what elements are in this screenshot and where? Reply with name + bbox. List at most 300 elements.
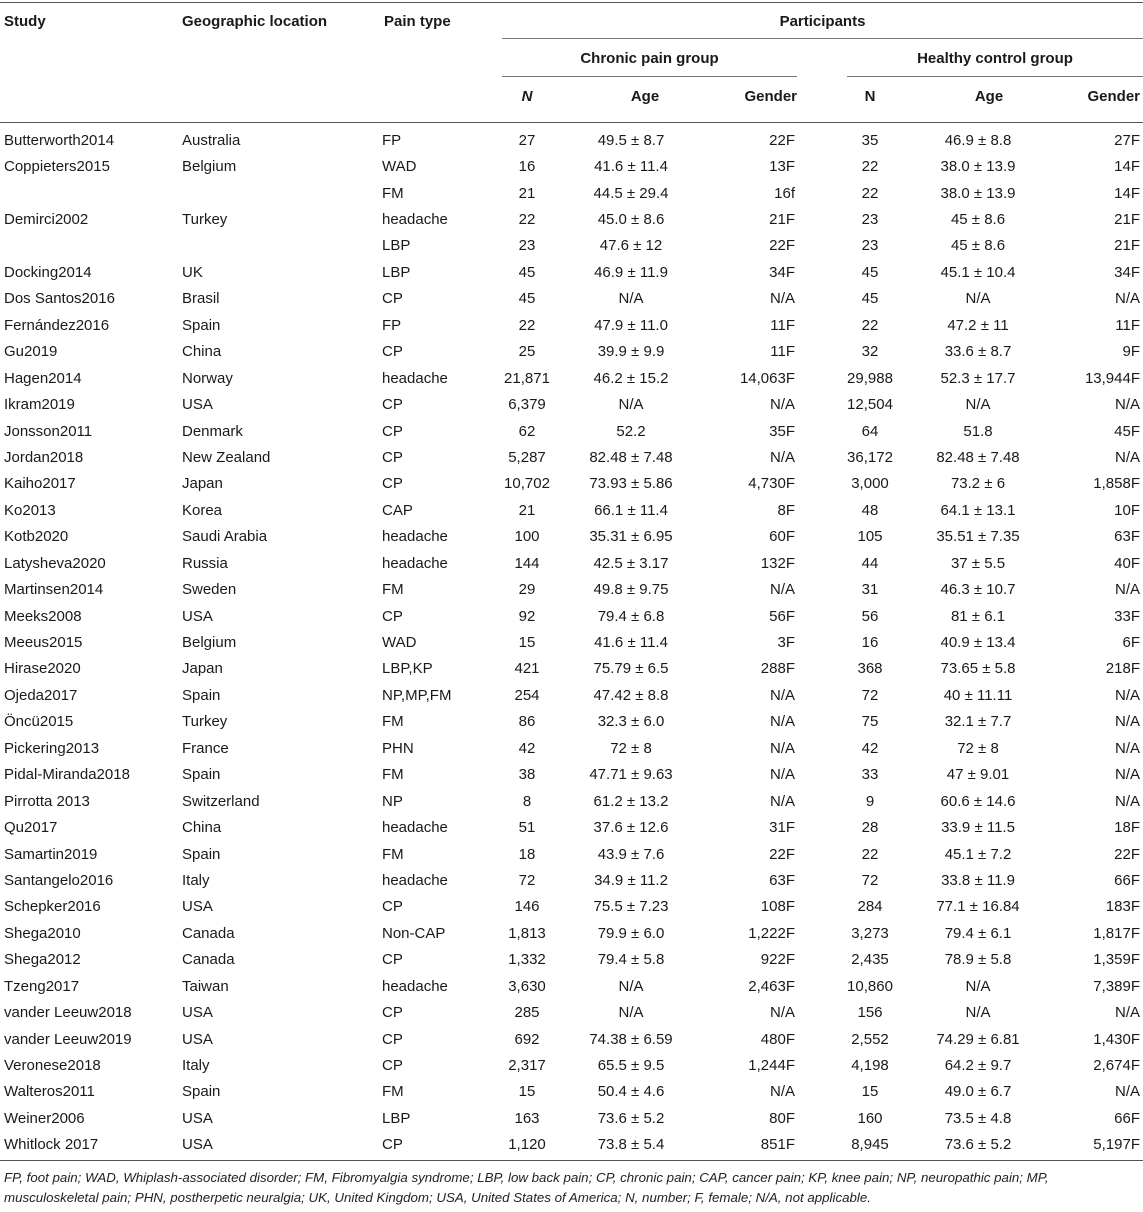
cell-gender-chronic: 22F <box>769 131 795 149</box>
cell-gender-control: N/A <box>1114 396 1140 414</box>
group-gap <box>797 1105 842 1131</box>
cell-gender-chronic: 11F <box>770 316 795 334</box>
cell-age-control: 38.0 ± 13.9 <box>940 184 1016 202</box>
cell-gender-chronic: 1,222F <box>748 924 795 942</box>
cell-n-control: 56 <box>861 607 879 625</box>
cell-pain-type: CP <box>382 1136 403 1154</box>
cell-location: Saudi Arabia <box>182 528 268 546</box>
cell-n-chronic: 92 <box>518 607 536 625</box>
cell-gender-chronic: 22F <box>769 845 795 863</box>
cell-location: USA <box>182 898 213 916</box>
cell-study: Jordan2018 <box>4 448 84 466</box>
cell-age-chronic: 49.8 ± 9.75 <box>593 581 669 599</box>
cell-n-control: 35 <box>861 131 879 149</box>
cell-study: Samartin2019 <box>4 845 98 863</box>
studies-table <box>0 127 1143 1158</box>
cell-location: Italy <box>182 871 210 889</box>
table-row <box>0 1132 1143 1158</box>
cell-n-chronic: 15 <box>518 1083 536 1101</box>
cell-n-chronic: 29 <box>518 581 536 599</box>
cell-age-chronic: 46.9 ± 11.9 <box>594 263 668 281</box>
cell-n-control: 29,988 <box>847 369 893 387</box>
cell-gender-chronic: 14,063F <box>739 369 795 387</box>
group-gap <box>797 286 842 312</box>
cell-pain-type: CP <box>382 951 403 969</box>
group-gap <box>797 894 842 920</box>
table-row <box>0 576 1143 602</box>
cell-pain-type: NP <box>382 792 403 810</box>
cell-age-control: 79.4 ± 6.1 <box>944 924 1012 942</box>
cell-pain-type: CP <box>382 1057 403 1075</box>
group-gap <box>797 920 842 946</box>
header-gender-control: Gender <box>1087 88 1140 105</box>
cell-pain-type: FM <box>382 184 404 202</box>
cell-n-chronic: 21,871 <box>504 369 550 387</box>
cell-gender-chronic: 922F <box>760 951 795 969</box>
group-gap <box>797 550 842 576</box>
cell-location: Russia <box>182 554 228 572</box>
cell-age-control: N/A <box>965 290 991 308</box>
cell-n-chronic: 8 <box>522 792 532 810</box>
cell-pain-type: FM <box>382 713 404 731</box>
cell-pain-type: CP <box>382 422 403 440</box>
cell-study: Pidal-Miranda2018 <box>4 766 130 784</box>
table-row <box>0 709 1143 735</box>
cell-n-control: 75 <box>861 713 879 731</box>
cell-age-control: 73.6 ± 5.2 <box>944 1136 1012 1154</box>
cell-gender-chronic: N/A <box>769 686 795 704</box>
cell-gender-chronic: 34F <box>769 263 795 281</box>
cell-age-control: 40.9 ± 13.4 <box>940 634 1016 652</box>
group-gap <box>797 682 842 708</box>
cell-age-control: 40 ± 11.11 <box>943 686 1013 704</box>
cell-pain-type: CP <box>382 290 403 308</box>
cell-n-control: 22 <box>861 184 879 202</box>
cell-study: Shega2012 <box>4 951 81 969</box>
group-gap <box>797 814 842 840</box>
cell-n-chronic: 18 <box>518 845 536 863</box>
header-chronic-group: Chronic pain group <box>580 50 719 67</box>
cell-age-chronic: 75.79 ± 6.5 <box>593 660 669 678</box>
cell-location: Australia <box>182 131 241 149</box>
cell-age-chronic: 79.4 ± 6.8 <box>597 607 665 625</box>
cell-n-chronic: 27 <box>518 131 536 149</box>
cell-n-chronic: 45 <box>518 290 536 308</box>
header-n-chronic: N <box>521 88 533 105</box>
group-gap <box>797 629 842 655</box>
cell-age-chronic: 73.8 ± 5.4 <box>597 1136 665 1154</box>
cell-age-control: 74.29 ± 6.81 <box>936 1030 1020 1048</box>
cell-study: Walteros2011 <box>4 1083 95 1101</box>
header-n-control: N <box>864 88 876 105</box>
header-location: Geographic location <box>182 13 328 30</box>
cell-gender-chronic: N/A <box>769 581 795 599</box>
cell-n-chronic: 3,630 <box>508 977 546 995</box>
cell-n-control: 22 <box>861 845 879 863</box>
cell-age-chronic: 34.9 ± 11.2 <box>594 871 668 889</box>
cell-gender-control: 66F <box>1114 1109 1140 1127</box>
cell-pain-type: CP <box>382 1004 403 1022</box>
cell-age-chronic: 37.6 ± 12.6 <box>593 819 669 837</box>
cell-age-chronic: 50.4 ± 4.6 <box>597 1083 665 1101</box>
cell-age-chronic: 79.4 ± 5.8 <box>597 951 665 969</box>
chronic-group-underline <box>502 76 797 77</box>
cell-n-chronic: 6,379 <box>508 396 546 414</box>
cell-n-chronic: 1,332 <box>508 951 546 969</box>
participants-underline <box>502 38 1143 39</box>
group-gap <box>797 841 842 867</box>
cell-age-control: 32.1 ± 7.7 <box>944 713 1012 731</box>
cell-gender-chronic: N/A <box>769 448 795 466</box>
cell-n-chronic: 5,287 <box>508 448 546 466</box>
cell-gender-control: N/A <box>1114 792 1140 810</box>
cell-gender-control: N/A <box>1114 448 1140 466</box>
group-gap <box>797 127 842 153</box>
cell-age-control: 72 ± 8 <box>957 739 999 757</box>
cell-n-chronic: 1,120 <box>508 1136 546 1154</box>
cell-gender-control: 27F <box>1114 131 1140 149</box>
cell-gender-chronic: 132F <box>760 554 795 572</box>
group-gap <box>797 788 842 814</box>
table-row <box>0 497 1143 523</box>
cell-n-control: 3,000 <box>851 475 889 493</box>
cell-n-chronic: 1,813 <box>508 924 546 942</box>
group-gap <box>797 1079 842 1105</box>
table-row <box>0 973 1143 999</box>
cell-pain-type: headache <box>382 528 448 546</box>
group-gap <box>797 656 842 682</box>
cell-study: Veronese2018 <box>4 1057 101 1075</box>
group-gap <box>797 418 842 444</box>
table-row <box>0 286 1143 312</box>
cell-age-chronic: N/A <box>618 290 644 308</box>
group-gap <box>797 524 842 550</box>
cell-study: Gu2019 <box>4 343 58 361</box>
cell-study: Tzeng2017 <box>4 977 80 995</box>
cell-n-control: 36,172 <box>847 448 893 466</box>
cell-gender-chronic: 288F <box>760 660 795 678</box>
cell-age-control: 33.9 ± 11.5 <box>941 819 1015 837</box>
cell-study: Weiner2006 <box>4 1109 85 1127</box>
control-group-underline <box>847 76 1143 77</box>
cell-age-control: 47.2 ± 11 <box>947 316 1009 334</box>
cell-n-control: 16 <box>861 634 879 652</box>
cell-study: Meeks2008 <box>4 607 82 625</box>
cell-gender-control: 14F <box>1114 158 1140 176</box>
cell-age-control: 78.9 ± 5.8 <box>944 951 1012 969</box>
cell-age-chronic: 47.42 ± 8.8 <box>593 686 669 704</box>
cell-n-chronic: 692 <box>514 1030 540 1048</box>
cell-gender-chronic: 21F <box>769 211 795 229</box>
cell-location: New Zealand <box>182 448 271 466</box>
cell-location: Denmark <box>182 422 243 440</box>
cell-gender-chronic: 60F <box>769 528 795 546</box>
cell-n-control: 48 <box>861 501 879 519</box>
cell-gender-chronic: 480F <box>760 1030 795 1048</box>
cell-age-chronic: 73.93 ± 5.86 <box>589 475 673 493</box>
cell-n-chronic: 45 <box>518 263 536 281</box>
cell-age-control: 45.1 ± 7.2 <box>944 845 1012 863</box>
cell-pain-type: WAD <box>382 158 417 176</box>
cell-location: Spain <box>182 1083 221 1101</box>
cell-study: Fernández2016 <box>4 316 110 334</box>
table-row <box>0 180 1143 206</box>
table-row <box>0 1105 1143 1131</box>
cell-age-chronic: N/A <box>618 977 644 995</box>
cell-age-control: N/A <box>965 977 991 995</box>
table-row <box>0 947 1143 973</box>
table-row <box>0 127 1143 153</box>
cell-study: Ojeda2017 <box>4 686 78 704</box>
cell-gender-control: 7,389F <box>1093 977 1140 995</box>
cell-age-control: 60.6 ± 14.6 <box>940 792 1016 810</box>
cell-pain-type: CP <box>382 343 403 361</box>
top-rule <box>0 2 1143 3</box>
cell-age-control: 45 ± 8.6 <box>950 211 1006 229</box>
cell-n-control: 45 <box>861 263 879 281</box>
cell-pain-type: WAD <box>382 634 417 652</box>
table-row <box>0 206 1143 232</box>
cell-pain-type: LBP <box>382 1109 411 1127</box>
cell-location: Spain <box>182 686 221 704</box>
cell-age-control: 35.51 ± 7.35 <box>936 528 1020 546</box>
cell-n-control: 15 <box>861 1083 879 1101</box>
cell-n-control: 42 <box>861 739 879 757</box>
cell-pain-type: headache <box>382 554 448 572</box>
cell-location: Sweden <box>182 581 237 599</box>
cell-study: Whitlock 2017 <box>4 1136 99 1154</box>
cell-gender-chronic: N/A <box>769 713 795 731</box>
cell-n-chronic: 146 <box>514 898 540 916</box>
cell-n-chronic: 421 <box>514 660 540 678</box>
cell-study: Jonsson2011 <box>4 422 93 440</box>
cell-gender-chronic: 4,730F <box>748 475 795 493</box>
cell-location: Japan <box>182 475 223 493</box>
group-gap <box>797 206 842 232</box>
cell-age-chronic: 35.31 ± 6.95 <box>589 528 673 546</box>
cell-gender-control: 21F <box>1114 211 1140 229</box>
cell-location: Spain <box>182 845 221 863</box>
header-study: Study <box>4 13 46 30</box>
cell-location: Turkey <box>182 713 228 731</box>
cell-gender-chronic: 63F <box>769 871 795 889</box>
cell-location: Spain <box>182 316 221 334</box>
cell-age-chronic: 61.2 ± 13.2 <box>593 792 669 810</box>
cell-n-control: 33 <box>861 766 879 784</box>
cell-age-chronic: 49.5 ± 8.7 <box>597 131 665 149</box>
cell-location: Korea <box>182 501 223 519</box>
cell-n-chronic: 16 <box>518 158 536 176</box>
group-gap <box>797 973 842 999</box>
cell-gender-chronic: N/A <box>769 1083 795 1101</box>
cell-study: Öncü2015 <box>4 713 74 731</box>
cell-gender-control: 34F <box>1114 263 1140 281</box>
cell-n-control: 8,945 <box>851 1136 889 1154</box>
cell-age-chronic: 41.6 ± 11.4 <box>594 158 668 176</box>
table-row <box>0 867 1143 893</box>
cell-gender-chronic: 56F <box>769 607 795 625</box>
cell-study: Hagen2014 <box>4 369 82 387</box>
cell-gender-chronic: 11F <box>770 343 795 361</box>
cell-study: Docking2014 <box>4 263 92 281</box>
cell-study: Dos Santos2016 <box>4 290 115 308</box>
group-gap <box>797 867 842 893</box>
cell-study: Santangelo2016 <box>4 871 114 889</box>
footnote: FP, foot pain; WAD, Whiplash-associated disorder; FM, Fibromyalgia syndrome; LBP, low back pain; CP, chronic pain; CAP, cancer pain; KP, knee pain; NP, neuropathic pain; MP, musculoskeletal pain; PHN, postherpetic neuralgia; UK, United Kingdom; USA, United States of America; N, number; F, female; N/A, not applicable. <box>4 1170 1049 1205</box>
cell-n-chronic: 62 <box>518 422 536 440</box>
cell-gender-chronic: 3F <box>777 634 795 652</box>
group-gap <box>797 1052 842 1078</box>
header-bottom-rule <box>0 122 1143 123</box>
table-row <box>0 999 1143 1025</box>
cell-location <box>178 233 380 259</box>
cell-gender-control: 9F <box>1122 343 1140 361</box>
cell-location: China <box>182 819 222 837</box>
cell-gender-control: 1,359F <box>1093 951 1140 969</box>
cell-gender-control: N/A <box>1114 581 1140 599</box>
cell-study <box>0 233 178 259</box>
cell-age-control: 52.3 ± 17.7 <box>940 369 1016 387</box>
cell-age-chronic: 39.9 ± 9.9 <box>597 343 665 361</box>
cell-gender-chronic: N/A <box>769 290 795 308</box>
cell-gender-chronic: 108F <box>760 898 795 916</box>
cell-age-control: 64.2 ± 9.7 <box>944 1057 1012 1075</box>
cell-pain-type: FP <box>382 131 402 149</box>
cell-n-control: 22 <box>861 158 879 176</box>
table-row <box>0 471 1143 497</box>
cell-age-control: 64.1 ± 13.1 <box>940 501 1016 519</box>
cell-n-control: 105 <box>857 528 883 546</box>
group-gap <box>797 233 842 259</box>
cell-age-control: 45.1 ± 10.4 <box>940 263 1016 281</box>
cell-location: USA <box>182 396 213 414</box>
cell-gender-control: 1,858F <box>1093 475 1140 493</box>
cell-gender-chronic: 16f <box>774 184 795 202</box>
cell-study: vander Leeuw2019 <box>4 1030 132 1048</box>
cell-n-chronic: 23 <box>518 237 536 255</box>
cell-gender-chronic: 851F <box>760 1136 795 1154</box>
table-row <box>0 603 1143 629</box>
cell-n-control: 4,198 <box>851 1057 889 1075</box>
header-age-control: Age <box>974 88 1004 105</box>
cell-location: Spain <box>182 766 221 784</box>
cell-age-control: N/A <box>965 396 991 414</box>
cell-n-chronic: 100 <box>514 528 540 546</box>
cell-pain-type: CAP <box>382 501 413 519</box>
cell-age-control: 73.65 ± 5.8 <box>940 660 1016 678</box>
table-row <box>0 550 1143 576</box>
cell-n-control: 156 <box>857 1004 883 1022</box>
table-row <box>0 418 1143 444</box>
table-row <box>0 444 1143 470</box>
cell-n-control: 45 <box>861 290 879 308</box>
table-row <box>0 312 1143 338</box>
cell-pain-type: NP,MP,FM <box>382 686 452 704</box>
cell-pain-type: LBP <box>382 263 411 281</box>
cell-pain-type: headache <box>382 211 448 229</box>
cell-location: China <box>182 343 222 361</box>
cell-age-control: 46.9 ± 8.8 <box>944 131 1012 149</box>
cell-n-control: 2,435 <box>851 951 889 969</box>
cell-n-control: 72 <box>861 871 879 889</box>
cell-study: Ikram2019 <box>4 396 75 414</box>
cell-study: Butterworth2014 <box>4 131 115 149</box>
cell-n-chronic: 163 <box>514 1109 540 1127</box>
cell-study: Qu2017 <box>4 819 58 837</box>
cell-n-control: 23 <box>861 211 879 229</box>
group-gap <box>797 471 842 497</box>
cell-gender-chronic: 8F <box>777 501 795 519</box>
cell-n-chronic: 21 <box>518 184 536 202</box>
group-gap <box>797 259 842 285</box>
cell-n-chronic: 15 <box>518 634 536 652</box>
cell-age-control: 82.48 ± 7.48 <box>936 448 1020 466</box>
cell-location: Turkey <box>182 211 228 229</box>
cell-pain-type: LBP <box>382 237 411 255</box>
cell-gender-chronic: 80F <box>769 1109 795 1127</box>
cell-n-control: 28 <box>861 819 879 837</box>
cell-study: Meeus2015 <box>4 634 83 652</box>
cell-gender-control: N/A <box>1114 686 1140 704</box>
cell-gender-chronic: N/A <box>769 766 795 784</box>
cell-gender-control: 5,197F <box>1093 1136 1140 1154</box>
cell-n-control: 2,552 <box>851 1030 889 1048</box>
cell-gender-control: 11F <box>1115 316 1140 334</box>
group-gap <box>797 576 842 602</box>
cell-gender-control: N/A <box>1114 713 1140 731</box>
cell-gender-chronic: 2,463F <box>748 977 795 995</box>
cell-pain-type: FM <box>382 1083 404 1101</box>
cell-age-control: 49.0 ± 6.7 <box>944 1083 1012 1101</box>
cell-age-control: 51.8 <box>963 422 993 440</box>
cell-gender-chronic: N/A <box>769 396 795 414</box>
cell-age-chronic: 43.9 ± 7.6 <box>597 845 665 863</box>
cell-n-control: 12,504 <box>847 396 893 414</box>
group-gap <box>797 339 842 365</box>
cell-n-chronic: 86 <box>518 713 536 731</box>
cell-pain-type: Non-CAP <box>382 924 446 942</box>
cell-gender-control: 218F <box>1105 660 1140 678</box>
group-gap <box>797 497 842 523</box>
cell-age-chronic: 47.71 ± 9.63 <box>589 766 673 784</box>
cell-n-chronic: 72 <box>518 871 536 889</box>
cell-location: UK <box>182 263 203 281</box>
header-pain-type: Pain type <box>384 13 451 30</box>
table-row <box>0 920 1143 946</box>
cell-age-chronic: 47.6 ± 12 <box>599 237 663 255</box>
cell-gender-control: 2,674F <box>1093 1057 1140 1075</box>
group-gap <box>797 735 842 761</box>
cell-study: Martinsen2014 <box>4 581 104 599</box>
cell-gender-control: 63F <box>1114 528 1140 546</box>
cell-n-control: 22 <box>861 316 879 334</box>
cell-age-control: 46.3 ± 10.7 <box>940 581 1016 599</box>
cell-pain-type: headache <box>382 871 448 889</box>
group-gap <box>797 603 842 629</box>
cell-n-control: 72 <box>861 686 879 704</box>
table-row <box>0 259 1143 285</box>
cell-n-chronic: 254 <box>514 686 540 704</box>
cell-location: Belgium <box>182 634 237 652</box>
cell-n-chronic: 51 <box>518 819 536 837</box>
cell-location: Brasil <box>182 290 220 308</box>
cell-n-chronic: 285 <box>514 1004 540 1022</box>
group-gap <box>797 312 842 338</box>
cell-age-control: 47 ± 9.01 <box>946 766 1010 784</box>
table-row <box>0 1079 1143 1105</box>
cell-gender-control: 40F <box>1114 554 1140 572</box>
cell-gender-control: N/A <box>1114 1083 1140 1101</box>
